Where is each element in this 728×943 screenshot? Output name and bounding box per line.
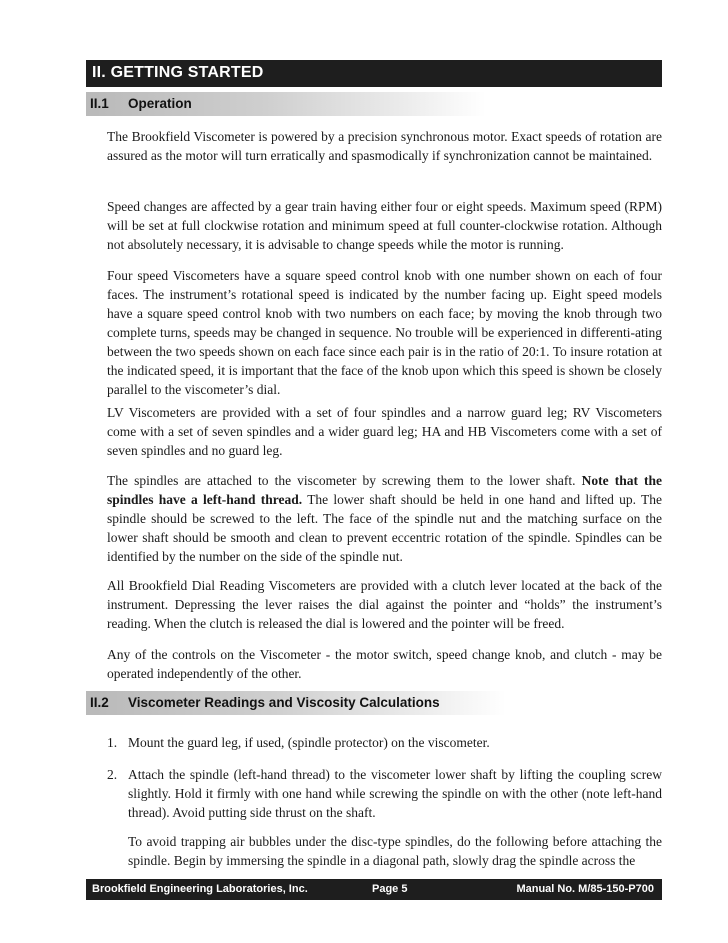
list-marker: 1. — [107, 735, 118, 750]
paragraph-motor: The Brookfield Viscometer is powered by a precision synchronous motor. Exact speeds of rotation are assured as the motor will turn erratically and spasmodically if synchronization cannot be maintained. — [107, 129, 662, 163]
paragraph-clutch: All Brookfield Dial Reading Viscometers are provided with a clutch lever located at the back of the instrument. Depressing the lever raises the dial against the pointer and “holds” the instrument’s reading. When the clutch is released the dial is lowered and the pointer will be freed. — [107, 578, 662, 631]
page-footer — [86, 879, 662, 900]
paragraph-speed-changes: Speed changes are affected by a gear train having either four or eight speeds. Maximum speed (RPM) will be set at full clockwise rotation and minimum speed at full counter-clockwise rotation. Although not absolutely necessary, it is advisable to change speeds while the motor is running. — [107, 199, 662, 252]
paragraph-spindle-attach — [107, 471, 662, 566]
spindle-text-before: The spindles are attached to the viscometer by screwing them to the lower shaft. — [107, 473, 576, 488]
subsection-title: Viscometer Readings and Viscosity Calculations — [128, 695, 440, 710]
spindle-text-bold: Note that the spindles have a left-hand thread. — [107, 473, 663, 507]
list-text: Mount the guard leg, if used, (spindle protector) on the viscometer. — [128, 735, 490, 750]
paragraph-spindle-sets: LV Viscometers are provided with a set of four spindles and a narrow guard leg; RV Viscometers come with a set of seven spindles and a wider guard leg; HA and HB Viscometers come with a set of seven spindles and no guard leg. — [107, 405, 662, 458]
footer-company: Brookfield Engineering Laboratories, Inc. — [92, 883, 308, 895]
subsection-number: II.2 — [90, 695, 109, 710]
footer-page-number: Page 5 — [372, 883, 408, 895]
footer-manual-number: Manual No. M/85-150-P700 — [516, 883, 654, 895]
subsection-header-operation — [86, 92, 486, 116]
section-title: II. GETTING STARTED — [92, 64, 264, 81]
list-item — [107, 765, 662, 822]
list-text: Attach the spindle (left-hand thread) to the viscometer lower shaft by lifting the coupling screw slightly. Hold it firmly with one hand while screwing the spindle on with the other (note left-hand thread). Avoid putting side thrust on the shaft. — [128, 767, 662, 820]
spindle-text-after: The lower shaft should be held in one hand and lifted up. The spindle should be screwed to the left. The face of the spindle nut and the matching surface on the lower shaft should be smooth and clean to prevent eccentric rotation of the spindle. Spindles can be identified by the number on the side of the spindle nut. — [107, 492, 663, 564]
subsection-title: Operation — [128, 96, 192, 111]
list-item — [107, 733, 662, 752]
section-header — [86, 60, 662, 87]
paragraph-speed-knob: Four speed Viscometers have a square speed control knob with one number shown on each of four faces. The instrument’s rotational speed is indicated by the number facing up. Eight speed models have a square speed control knob with two numbers on each face; by moving the knob through two complete turns, speeds may be changed in sequence. No trouble will be experienced in differenti-ating between the two speeds shown on each face since each pair is in the ratio of 20:1. To insure rotation at the indicated speed, it is important that the face of the knob upon which this speed is shown be closely parallel to the viscometer’s dial. — [107, 268, 662, 397]
subsection-number: II.1 — [90, 96, 109, 111]
subsection-header-readings — [86, 691, 506, 715]
paragraph-air-bubbles: To avoid trapping air bubbles under the disc-type spindles, do the following before attaching the spindle. Begin by immersing the spindle in a diagonal path, slowly drag the spindle across the — [128, 834, 662, 868]
list-marker: 2. — [107, 767, 118, 782]
paragraph-controls: Any of the controls on the Viscometer - the motor switch, speed change knob, and clutch - may be operated independently of the other. — [107, 647, 662, 681]
